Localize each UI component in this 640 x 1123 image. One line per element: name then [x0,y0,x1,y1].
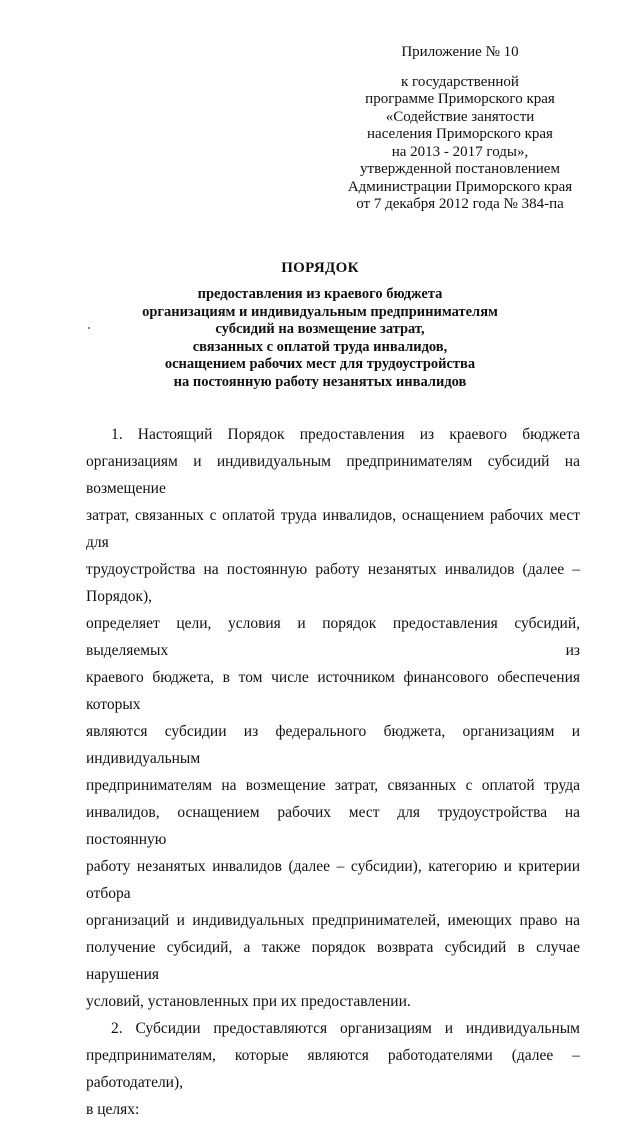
paragraph-line: краевого бюджета, в том числе источником финансового обеспечения которых [86,669,580,713]
paragraph-line: определяет цели, условия и порядок предоставления субсидий, выделяемых из [86,615,580,659]
paragraph-line: работу незанятых инвалидов (далее – субсидии), категорию и критерии отбора [86,858,580,902]
subtitle-line: организациям и индивидуальным предпринимателям [142,303,498,320]
appendix-line: программе Приморского края [365,91,555,107]
document-title: ПОРЯДОК [281,260,359,276]
paragraph-line: получение субсидий, а также порядок возврата субсидий в случае нарушения [86,939,580,983]
appendix-line: к государственной [401,73,519,90]
paragraph-line: являются субсидии из федерального бюджета, организациям и индивидуальным [86,723,580,767]
paragraph-line: в целях: [86,1101,140,1118]
appendix-line: на 2013 - 2017 годы», [391,143,529,160]
paragraph-line: 1. Настоящий Порядок предоставления из краевого бюджета [111,426,580,443]
subtitle-line: связанных с оплатой труда инвалидов, [192,338,448,355]
appendix-line: населения Приморского края [367,126,553,142]
paragraph-1 [86,421,580,1015]
paragraph-line: затрат, связанных с оплатой труда инвалидов, оснащением рабочих мест для [86,507,580,551]
paragraph-line: предпринимателям, которые являются работодателями (далее – работодатели), [86,1047,580,1091]
appendix-line: Администрации Приморского края [347,178,573,195]
subtitle-line: субсидий на возмещение затрат, [215,321,425,337]
paragraph-line: условий, установленных при их предоставлении. [86,993,411,1010]
paragraph-line: инвалидов, оснащением рабочих мест для трудоустройства на постоянную [86,804,580,848]
subtitle-line: предоставления из краевого бюджета [197,286,443,302]
subtitle-line: оснащением рабочих мест для трудоустройства [164,356,476,372]
appendix-header [330,44,590,214]
paragraph-line: трудоустройства на постоянную работу незанятых инвалидов (далее – Порядок), [86,561,580,605]
paragraph-line: организаций и индивидуальных предпринимателей, имеющих право на [86,912,580,929]
document-body [86,421,580,1123]
paragraph-line: предпринимателям на возмещение затрат, связанных с оплатой труда [86,777,580,794]
appendix-line: «Содействие занятости [385,108,535,125]
paragraph-line: организациям и индивидуальным предпринимателям субсидий на возмещение [86,453,580,497]
appendix-title: Приложение № 10 [401,44,519,60]
appendix-line: от 7 декабря 2012 года № 384-па [356,196,564,212]
subtitle-line: на постоянную работу незанятых инвалидов [173,373,467,390]
paragraph-2 [86,1015,580,1123]
paragraph-line: 2. Субсидии предоставляются организациям и индивидуальным [111,1020,580,1037]
appendix-line: утвержденной постановлением [360,161,560,177]
scan-speck [88,327,90,329]
document-subtitle [0,286,640,391]
